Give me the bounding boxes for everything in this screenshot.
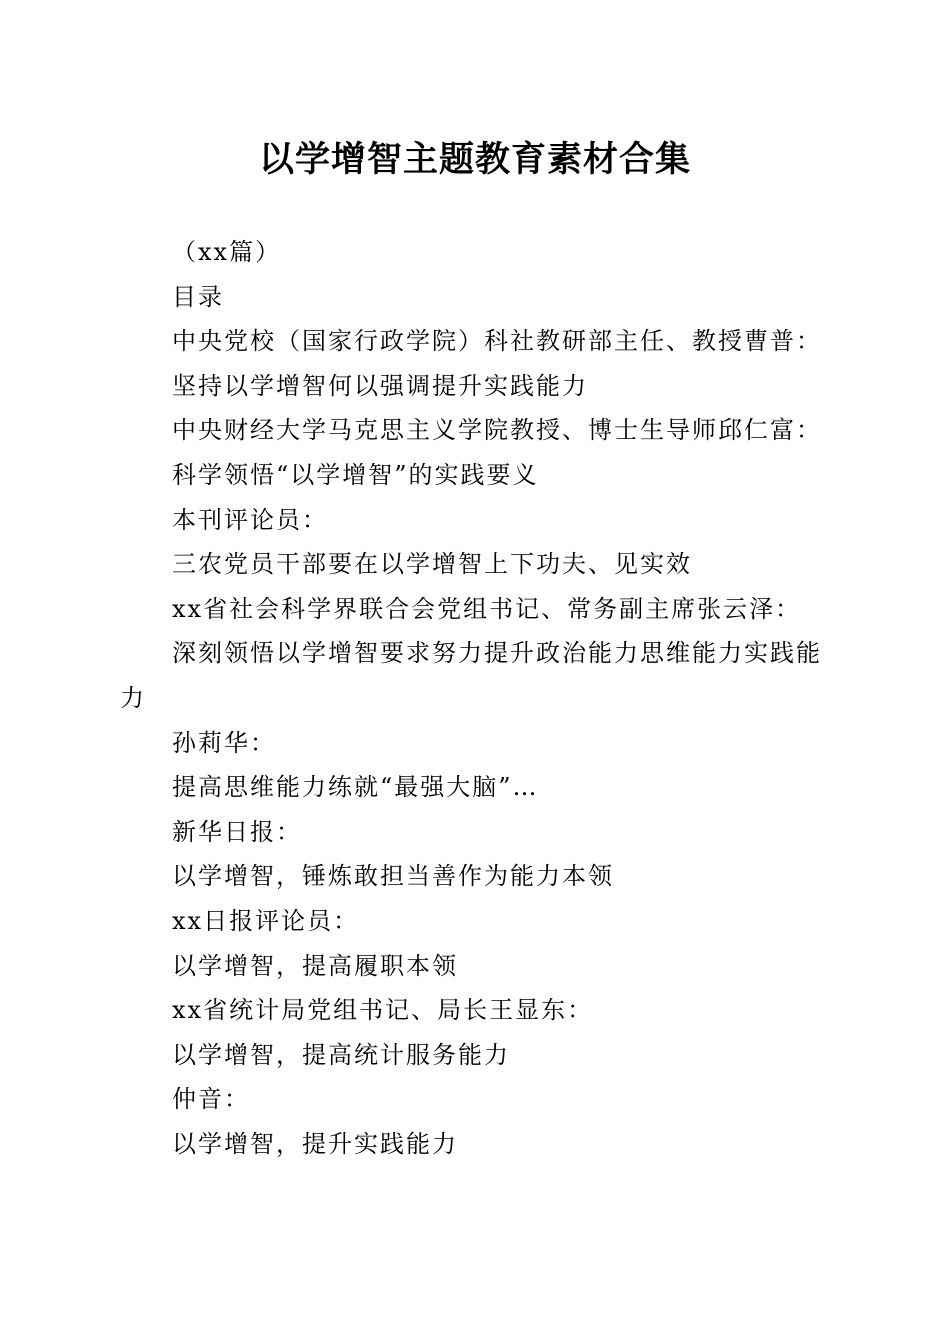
document-body <box>120 230 830 1166</box>
toc-article-title: 提高思维能力练就“最强大脑”… <box>172 773 539 802</box>
toc-author: xx日报评论员： <box>172 906 360 935</box>
toc-article-title: 以学增智，锤炼敢担当善作为能力本领 <box>172 862 614 891</box>
toc-article-title: 以学增智，提高统计服务能力 <box>172 1040 510 1069</box>
toc-article-title: 坚持以学增智何以强调提升实践能力 <box>172 371 588 400</box>
toc-author: 新华日报： <box>172 817 302 846</box>
toc-article-title: 以学增智，提高履职本领 <box>172 951 458 980</box>
toc-author: 本刊评论员： <box>172 505 328 534</box>
toc-article-title: 以学增智，提升实践能力 <box>172 1129 458 1158</box>
toc-author: xx省社会科学界联合会党组书记、常务副主席张云泽： <box>172 594 802 623</box>
toc-author: 中央财经大学马克思主义学院教授、博士生导师邱仁富： <box>172 416 822 445</box>
document-title: 以学增智主题教育素材合集 <box>258 139 691 180</box>
toc-author: 仲音： <box>172 1085 250 1114</box>
toc-author: 中央党校（国家行政学院）科社教研部主任、教授曹普： <box>172 327 822 356</box>
toc-article-title: 三农党员干部要在以学增智上下功夫、见实效 <box>172 550 692 579</box>
article-count: （xx篇） <box>172 238 282 266</box>
toc-heading: 目录 <box>172 282 224 311</box>
toc-article-title: 深刻领悟以学增智要求努力提升政治能力思维能力实践能力 <box>120 639 822 712</box>
toc-author: 孙莉华： <box>172 728 276 757</box>
toc-article-title: 科学领悟“以学增智”的实践要义 <box>172 460 539 489</box>
toc-author: xx省统计局党组书记、局长王显东： <box>172 996 594 1025</box>
